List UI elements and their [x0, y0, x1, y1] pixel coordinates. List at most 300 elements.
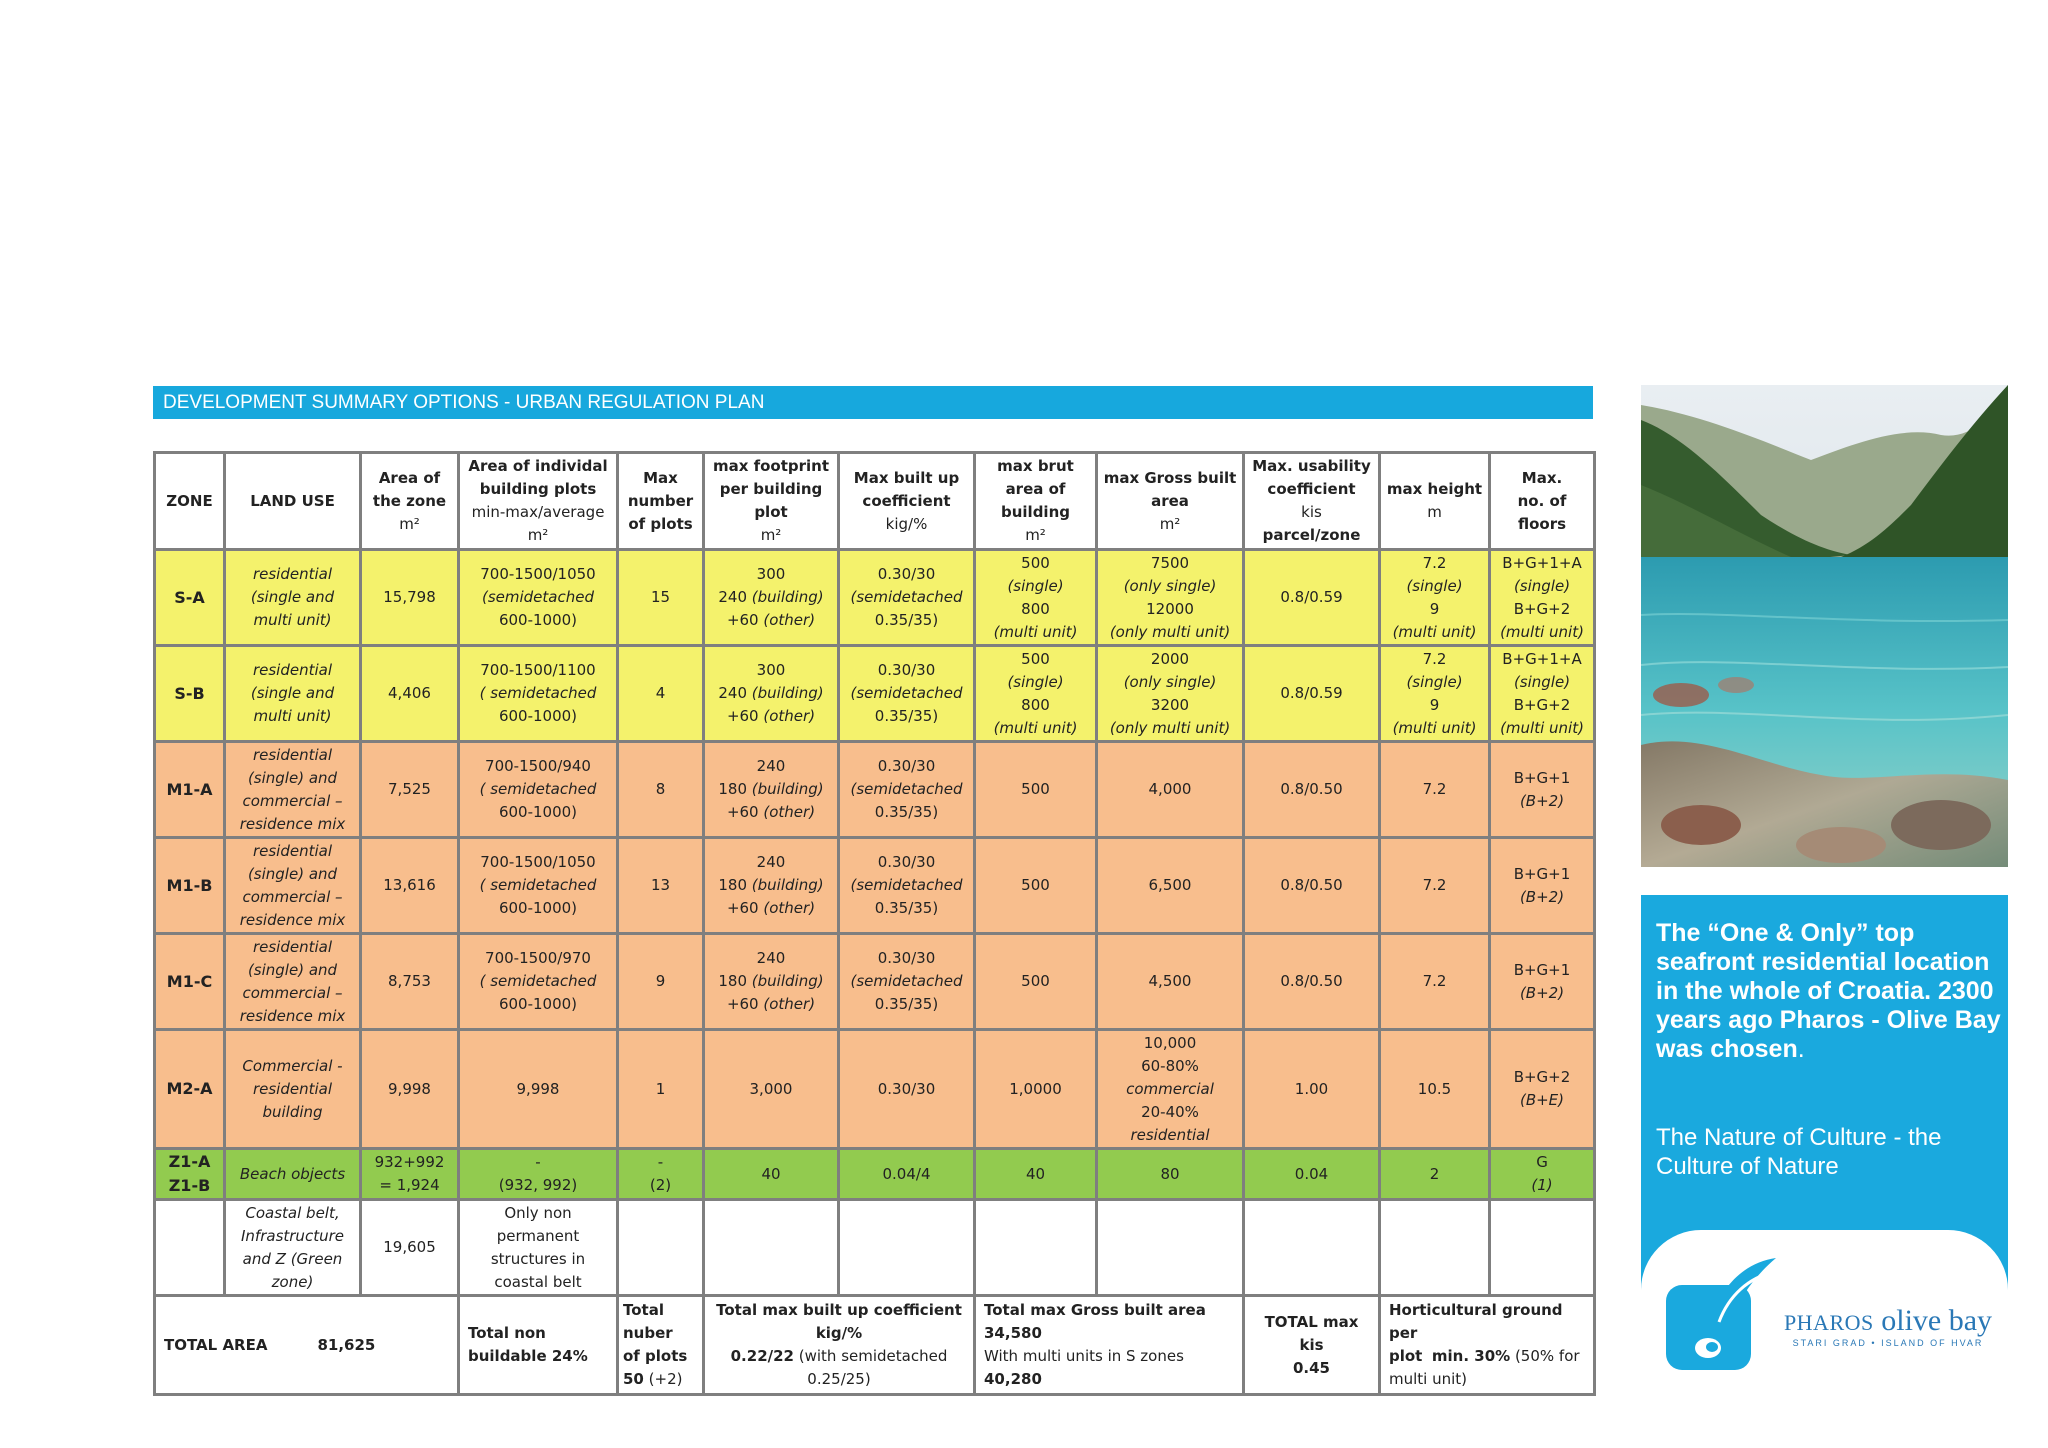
cell-floors [1490, 1030, 1595, 1149]
cell-line: 500 [1021, 553, 1050, 572]
cell-area [361, 1030, 459, 1149]
cell-footprint [704, 1149, 839, 1200]
cell-line: 10.5 [1417, 1079, 1452, 1098]
cell-footprint [704, 550, 839, 646]
cell-line: B+G+1 [1513, 768, 1571, 787]
cell-line: 0.35/35) [874, 995, 939, 1013]
cell-line: 600-1000) [498, 611, 578, 629]
cell-gross [1097, 1149, 1244, 1200]
cell-line: (B+E) [1519, 1091, 1565, 1109]
cell-line: residential [252, 841, 333, 860]
cell-line: 7.2 [1422, 649, 1447, 668]
header-area: Area of the zone m² [361, 453, 459, 550]
cell-footprint [704, 934, 839, 1030]
cell-zone [155, 1030, 225, 1149]
cell-line: 500 [1021, 649, 1050, 668]
cell-line: 700-1500/1100 [480, 661, 596, 679]
cell-line: 800 [1021, 599, 1050, 618]
table-row [155, 742, 1595, 838]
promo-headline: The “One & Only” top seafront residential location in the whole of Croatia. 2300 years ago Pharos - Olive Bay was chosen. [1656, 919, 2001, 1063]
bay-photo [1641, 385, 2008, 867]
cell-line: (semidetached [481, 588, 594, 606]
cell-line: 4,406 [388, 684, 431, 702]
cell-line: 0.8/0.59 [1280, 588, 1343, 606]
cell-line: 0.04/4 [882, 1164, 931, 1183]
header-zone: ZONE [155, 453, 225, 550]
cell-line: (single) [1007, 672, 1064, 691]
cell-land-use [225, 1030, 361, 1149]
cell-usability [1244, 934, 1380, 1030]
cell-height [1380, 934, 1490, 1030]
cell-line: - [535, 1153, 541, 1171]
total-kis-cell: TOTAL max kis 0.45 [1244, 1296, 1380, 1395]
cell-brut [975, 742, 1097, 838]
cell-zone [155, 1200, 225, 1296]
cell-area [361, 742, 459, 838]
cell-line: ( semidetached [479, 876, 597, 894]
cell-line: 0.35/35) [874, 707, 939, 725]
cell-line: commercial – [242, 983, 343, 1002]
cell-line: 300 [756, 565, 786, 583]
cell-line: 0.8/0.50 [1280, 972, 1343, 990]
cell-land-use [225, 1200, 361, 1296]
cell-zone [155, 646, 225, 742]
cell-line: residential [252, 937, 333, 956]
cell-gross [1097, 838, 1244, 934]
table-row [155, 934, 1595, 1030]
cell-builtup [839, 934, 975, 1030]
cell-plots [459, 1200, 618, 1296]
cell-line: 600-1000) [498, 707, 578, 725]
cell-line: (single) [1406, 576, 1463, 595]
cell-line: 700-1500/970 [485, 949, 591, 967]
cell-builtup [839, 550, 975, 646]
cell-line: B+G+1+A [1502, 649, 1582, 668]
cell-line: 300 [756, 661, 786, 679]
cell-line: (2) [649, 1176, 672, 1194]
cell-usability [1244, 1149, 1380, 1200]
cell-line: commercial – [242, 887, 343, 906]
cell-line: (single) [1007, 576, 1064, 595]
total-builtup-cell: Total max built up coefficient kig/% 0.22/22 (with semidetached 0.25/25) [704, 1296, 975, 1395]
cell-line: Only non [504, 1203, 572, 1222]
cell-line: G [1536, 1153, 1548, 1171]
cell-line: +60 (other) [726, 611, 816, 629]
cell-line: (multi unit) [993, 718, 1078, 737]
cell-builtup [839, 1200, 975, 1296]
logo-wordmark: PHAROS olive bay [1783, 1304, 1993, 1337]
cell-line: residential [252, 745, 333, 764]
cell-line: Beach objects [239, 1164, 346, 1183]
cell-max-plots [618, 742, 704, 838]
cell-line: 4 [655, 684, 666, 702]
total-horticultural-cell: Horticultural ground per plot min. 30% (50% for multi unit) [1380, 1296, 1595, 1395]
cell-height [1380, 1030, 1490, 1149]
cell-brut [975, 646, 1097, 742]
cell-line: 13 [650, 876, 671, 894]
cell-line: 80 [1160, 1164, 1180, 1183]
cell-footprint [704, 742, 839, 838]
cell-line: (multi unit) [1392, 622, 1477, 641]
cell-line: M1-A [166, 779, 213, 799]
cell-plots [459, 838, 618, 934]
cell-line: 7.2 [1422, 780, 1447, 798]
header-plot-area: Area of individal building plots min-max/average m² [459, 453, 618, 550]
cell-line: - [657, 1153, 664, 1171]
cell-usability [1244, 646, 1380, 742]
cell-line: Infrastructure [241, 1226, 344, 1245]
cell-plots [459, 1149, 618, 1200]
cell-line: 8,753 [388, 972, 431, 990]
cell-line: 240 [756, 853, 786, 871]
cell-height [1380, 838, 1490, 934]
cell-line: 4,000 [1148, 780, 1192, 798]
cell-line: 0.30/30 [877, 565, 936, 583]
cell-line: B+G+2 [1513, 1068, 1571, 1086]
cell-line: 0.30/30 [877, 1079, 936, 1098]
cell-gross [1097, 646, 1244, 742]
cell-line: 9,998 [516, 1079, 560, 1098]
cell-builtup [839, 742, 975, 838]
cell-builtup [839, 1149, 975, 1200]
cell-line: structures in [490, 1249, 586, 1268]
cell-line: 0.8/0.50 [1280, 780, 1343, 798]
banner-title: DEVELOPMENT SUMMARY OPTIONS - URBAN REGULATION PLAN [163, 392, 765, 413]
cell-line: 0.35/35) [874, 611, 939, 629]
cell-line: 0.8/0.50 [1280, 876, 1343, 894]
total-non-buildable-cell: Total non buildable 24% [459, 1296, 618, 1395]
cell-area [361, 1200, 459, 1296]
cell-gross [1097, 1030, 1244, 1149]
cell-line: 0.35/35) [874, 803, 939, 821]
cell-line: 7.2 [1422, 553, 1447, 572]
cell-line: 180 (building) [718, 876, 824, 894]
promo-panel [1641, 895, 2008, 1380]
cell-line: (multi unit) [1500, 622, 1584, 641]
cell-brut [975, 550, 1097, 646]
cell-line: 180 (building) [718, 780, 824, 798]
cell-line: ( semidetached [479, 780, 597, 798]
cell-land-use [225, 838, 361, 934]
cell-footprint [704, 838, 839, 934]
cell-line: (semidetached [850, 588, 963, 606]
cell-plots [459, 646, 618, 742]
cell-max-plots [618, 838, 704, 934]
cell-line: 15 [650, 588, 671, 606]
cell-line: 932+992 [374, 1153, 445, 1171]
cell-line: 800 [1021, 695, 1050, 714]
cell-line: 1.00 [1294, 1079, 1329, 1098]
cell-area [361, 934, 459, 1030]
cell-line: 1 [655, 1079, 666, 1098]
cell-line: residence mix [239, 1006, 346, 1025]
cell-line: residential [1130, 1125, 1210, 1144]
cell-line: (932, 992) [498, 1176, 578, 1194]
cell-line: 0.8/0.59 [1280, 684, 1343, 702]
cell-line: 8 [655, 780, 666, 798]
cell-line: 7.2 [1422, 972, 1447, 990]
cell-line: (semidetached [850, 972, 963, 990]
cell-land-use [225, 646, 361, 742]
cell-line: 1,0000 [1009, 1079, 1062, 1098]
cell-line: 0.04 [1294, 1164, 1329, 1183]
olive-logo-icon [1661, 1250, 1781, 1375]
cell-line: building [262, 1102, 323, 1121]
cell-line: M1-B [166, 875, 213, 895]
cell-usability [1244, 1200, 1380, 1296]
cell-line: (single) and [247, 960, 338, 979]
cell-line: (multi unit) [1392, 718, 1477, 737]
cell-line: (single) and [247, 768, 338, 787]
cell-usability [1244, 550, 1380, 646]
cell-line: 7.2 [1422, 876, 1447, 894]
cell-line: 0.35/35) [874, 899, 939, 917]
header-brut: max brut area of building m² [975, 453, 1097, 550]
cell-line: (single) [1513, 672, 1571, 691]
table-row [155, 550, 1595, 646]
cell-line: B+G+2 [1513, 599, 1571, 618]
cell-line: coastal belt [494, 1272, 582, 1291]
cell-line: 600-1000) [498, 995, 578, 1013]
header-footprint: max footprint per building plot m² [704, 453, 839, 550]
cell-line: (only single) [1123, 576, 1217, 595]
cell-line: (single) [1513, 576, 1571, 595]
cell-floors [1490, 742, 1595, 838]
cell-builtup [839, 1030, 975, 1149]
table-header-row [155, 453, 1595, 550]
cell-line: 240 [756, 949, 786, 967]
cell-line: 500 [1021, 876, 1050, 894]
cell-land-use [225, 1149, 361, 1200]
regulation-table [153, 451, 1596, 1396]
cell-brut [975, 1030, 1097, 1149]
cell-line: 4,500 [1148, 972, 1192, 990]
cell-line: Z1-A [168, 1152, 211, 1171]
cell-line: Z1-B [168, 1176, 211, 1195]
cell-brut [975, 838, 1097, 934]
cell-line: (1) [1531, 1176, 1553, 1194]
cell-line: (only multi unit) [1109, 718, 1231, 737]
cell-line: 60-80% [1141, 1056, 1199, 1075]
cell-line: B+G+2 [1513, 695, 1571, 714]
cell-floors [1490, 1200, 1595, 1296]
cell-line: 40 [761, 1164, 781, 1183]
cell-line: Commercial - [242, 1056, 343, 1075]
cell-line: (semidetached [850, 780, 963, 798]
cell-line: and Z (Green [242, 1249, 343, 1268]
cell-line: 2 [1429, 1164, 1440, 1183]
cell-line: 9 [1429, 599, 1440, 618]
cell-plots [459, 742, 618, 838]
header-builtup: Max built up coefficient kig/% [839, 453, 975, 550]
cell-max-plots [618, 1200, 704, 1296]
cell-line: 40 [1025, 1164, 1046, 1183]
cell-line: 0.30/30 [877, 757, 936, 775]
cell-area [361, 1149, 459, 1200]
cell-plots [459, 934, 618, 1030]
cell-line: 0.30/30 [877, 661, 936, 679]
cell-line: 0.30/30 [877, 853, 936, 871]
cell-line: multi unit) [253, 611, 332, 629]
cell-line: Coastal belt, [245, 1203, 340, 1222]
cell-line: 13,616 [383, 876, 436, 894]
totals-row [155, 1296, 1595, 1395]
cell-line: permanent [496, 1226, 580, 1245]
cell-height [1380, 1200, 1490, 1296]
cell-line: 9,998 [388, 1079, 431, 1098]
cell-max-plots [618, 1030, 704, 1149]
cell-line: B+G+1 [1513, 864, 1571, 883]
cell-line: B+G+1+A [1502, 553, 1582, 572]
header-height: max height m [1380, 453, 1490, 550]
cell-footprint [704, 1030, 839, 1149]
cell-usability [1244, 838, 1380, 934]
cell-line: (B+2) [1519, 983, 1565, 1002]
cell-floors [1490, 838, 1595, 934]
total-plots-cell: Total nuber of plots 50 (+2) [618, 1296, 704, 1395]
table-row [155, 838, 1595, 934]
cell-line: (single and [250, 588, 335, 606]
cell-area [361, 550, 459, 646]
cell-line: S-B [174, 683, 205, 703]
header-floors: Max. no. of floors [1490, 453, 1595, 550]
cell-land-use [225, 934, 361, 1030]
cell-usability [1244, 742, 1380, 838]
cell-line: commercial – [242, 791, 343, 810]
section-banner [153, 386, 1593, 419]
cell-line: commercial [1126, 1079, 1214, 1098]
cell-floors [1490, 550, 1595, 646]
cell-zone [155, 1149, 225, 1200]
cell-line: (semidetached [850, 684, 963, 702]
cell-zone [155, 934, 225, 1030]
cell-line: (single) and [247, 864, 338, 883]
cell-gross [1097, 742, 1244, 838]
table-row [155, 1200, 1595, 1296]
cell-line: 10,000 [1143, 1033, 1197, 1052]
cell-line: 0.30/30 [877, 949, 936, 967]
cell-line: 20-40% [1141, 1102, 1199, 1121]
cell-zone [155, 550, 225, 646]
cell-line: 7,525 [388, 780, 431, 798]
cell-zone [155, 838, 225, 934]
cell-line: +60 (other) [726, 803, 816, 821]
cell-line: 3200 [1150, 695, 1190, 714]
cell-line: (single) [1406, 672, 1463, 691]
cell-floors [1490, 934, 1595, 1030]
cell-line: residential [252, 1079, 333, 1098]
cell-max-plots [618, 646, 704, 742]
cell-line: 19,605 [383, 1238, 436, 1256]
cell-line: (multi unit) [993, 622, 1078, 641]
cell-gross [1097, 1200, 1244, 1296]
cell-line: 3,000 [749, 1079, 793, 1098]
cell-footprint [704, 1200, 839, 1296]
header-usability: Max. usability coefficient kis parcel/zone [1244, 453, 1380, 550]
cell-max-plots [618, 1149, 704, 1200]
cell-line: (B+2) [1519, 791, 1565, 810]
cell-line: 180 (building) [718, 972, 824, 990]
cell-line: ( semidetached [479, 972, 597, 990]
cell-builtup [839, 646, 975, 742]
header-land-use: LAND USE [225, 453, 361, 550]
cell-line: (single and [250, 684, 335, 702]
cell-plots [459, 550, 618, 646]
cell-height [1380, 550, 1490, 646]
cell-line: 600-1000) [498, 899, 578, 917]
cell-line: = 1,924 [379, 1176, 440, 1194]
cell-line: 9 [655, 972, 666, 990]
cell-line: (only multi unit) [1109, 622, 1231, 641]
cell-usability [1244, 1030, 1380, 1149]
cell-line: residential [252, 661, 333, 679]
cell-line: +60 (other) [726, 707, 816, 725]
cell-max-plots [618, 550, 704, 646]
cell-line: 240 [756, 757, 786, 775]
cell-line: +60 (other) [726, 995, 816, 1013]
cell-line: 700-1500/1050 [480, 565, 596, 583]
table-row [155, 646, 1595, 742]
cell-line: M1-C [166, 971, 213, 991]
cell-line: M2-A [166, 1079, 213, 1098]
cell-brut [975, 1200, 1097, 1296]
cell-line: S-A [174, 587, 205, 607]
logo-tagline: STARI GRAD • ISLAND OF HVAR [1792, 1338, 1984, 1348]
cell-line: 15,798 [383, 588, 436, 606]
cell-footprint [704, 646, 839, 742]
cell-line: 2000 [1150, 649, 1190, 668]
cell-area [361, 838, 459, 934]
table-row [155, 1030, 1595, 1149]
cell-line: 6,500 [1148, 876, 1192, 894]
cell-line: 700-1500/940 [485, 757, 591, 775]
cell-builtup [839, 838, 975, 934]
cell-line: (only single) [1123, 672, 1217, 691]
cell-floors [1490, 1149, 1595, 1200]
cell-land-use [225, 550, 361, 646]
promo-subline: The Nature of Culture - the Culture of Nature [1656, 1124, 1942, 1180]
cell-line: B+G+1 [1513, 960, 1571, 979]
cell-brut [975, 934, 1097, 1030]
cell-height [1380, 1149, 1490, 1200]
cell-line: 12000 [1146, 599, 1194, 618]
cell-zone [155, 742, 225, 838]
cell-line: 500 [1021, 972, 1050, 990]
cell-line: 240 (building) [718, 588, 824, 606]
cell-plots [459, 1030, 618, 1149]
bay-photo-illustration [1641, 385, 2008, 867]
cell-gross [1097, 934, 1244, 1030]
cell-gross [1097, 550, 1244, 646]
cell-line: +60 (other) [726, 899, 816, 917]
cell-brut [975, 1149, 1097, 1200]
cell-line: residential [252, 565, 333, 583]
total-area-cell: TOTAL AREA 81,625 [155, 1296, 459, 1395]
cell-line: zone) [271, 1272, 314, 1291]
header-gross: max Gross built area m² [1097, 453, 1244, 550]
cell-height [1380, 742, 1490, 838]
cell-floors [1490, 646, 1595, 742]
cell-line: (multi unit) [1500, 718, 1584, 737]
cell-line: 500 [1021, 780, 1050, 798]
cell-line: (B+2) [1519, 887, 1565, 906]
cell-line: 9 [1429, 695, 1440, 714]
cell-max-plots [618, 934, 704, 1030]
table-row [155, 1149, 1595, 1200]
cell-land-use [225, 742, 361, 838]
cell-line: residence mix [239, 814, 346, 833]
cell-height [1380, 646, 1490, 742]
